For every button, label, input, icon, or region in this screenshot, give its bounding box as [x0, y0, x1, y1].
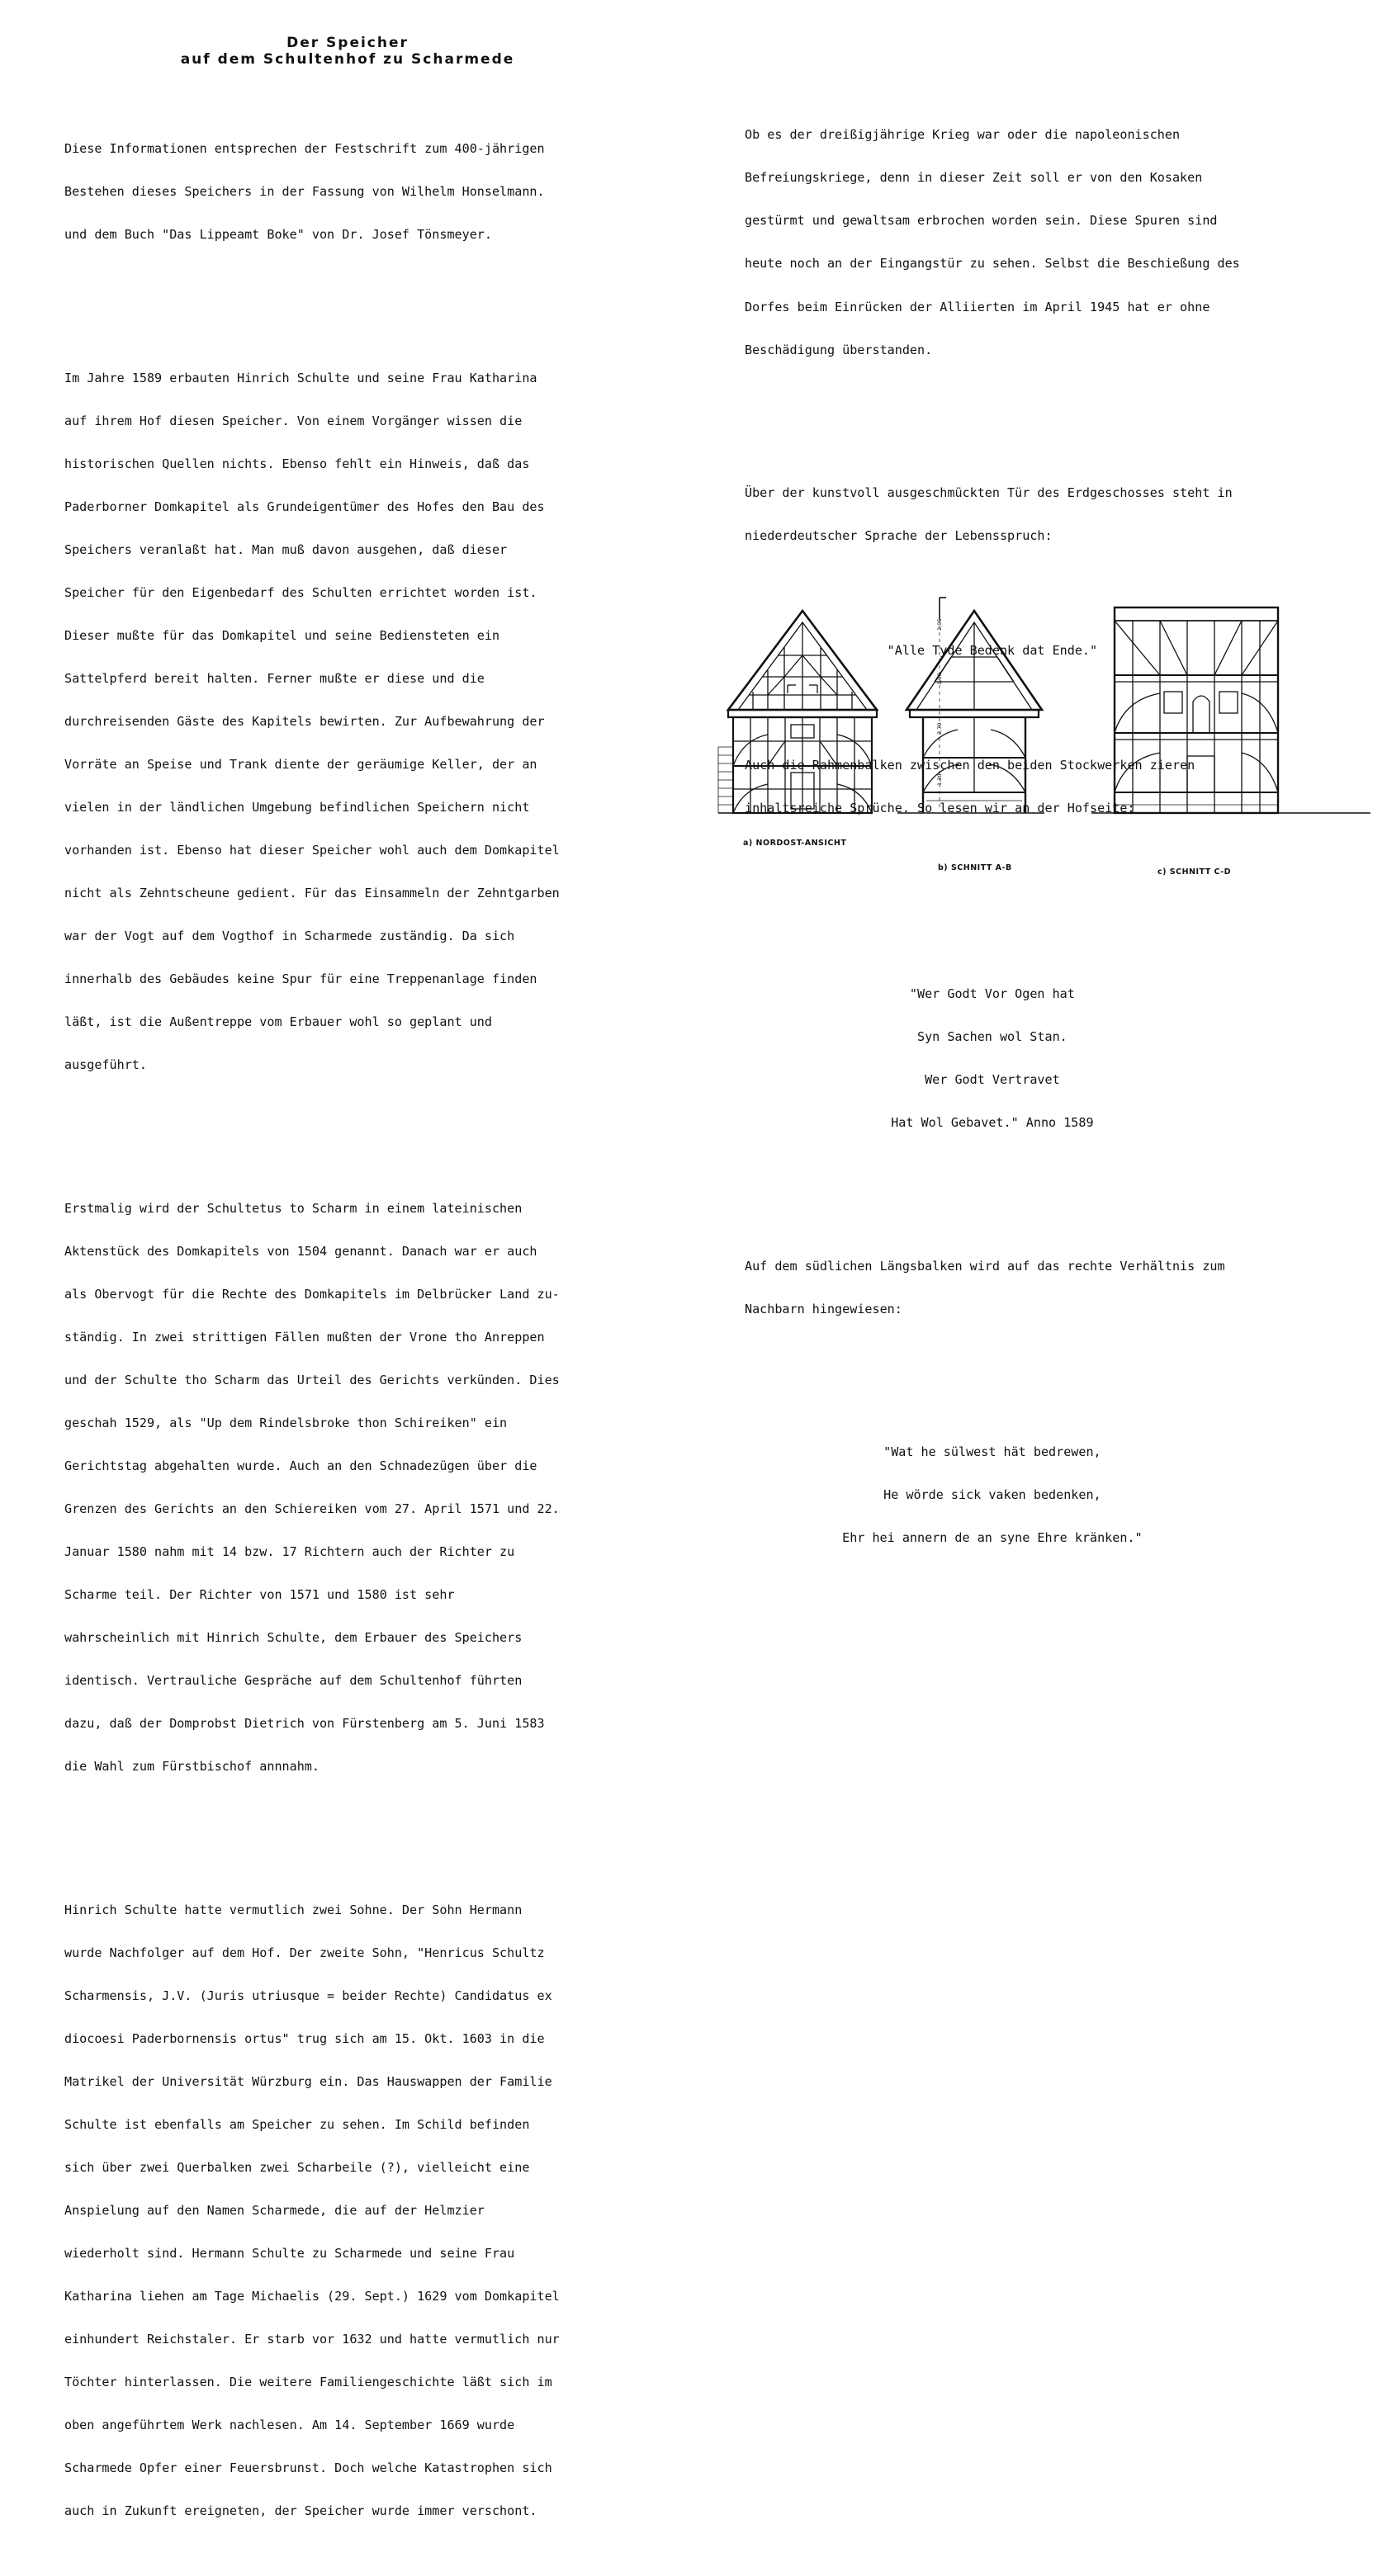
text-line: auf ihrem Hof diesen Speicher. Von einem Vorgänger wissen die	[64, 413, 523, 428]
text-line: Januar 1580 nahm mit 14 bzw. 17 Richtern auch der Richter zu	[64, 1544, 515, 1560]
text-line: geschah 1529, als "Up dem Rindelsbroke thon Schireiken" ein	[64, 1415, 508, 1430]
text-line: und der Schulte tho Scharm das Urteil des Gerichts verkünden. Dies	[64, 1372, 560, 1387]
text-line: Katharina liehen am Tage Michaelis (29. Sept.) 1629 vom Domkapitel	[64, 2288, 560, 2304]
text-line: identisch. Vertrauliche Gespräche auf dem Schultenhof führten	[64, 1673, 523, 1689]
text-line: Anspielung auf den Namen Scharmede, die auf der Helmzier	[64, 2202, 485, 2218]
life-motto: "Alle Tyde Bedenk dat Ende."	[887, 642, 1098, 658]
left-page	[0, 0, 694, 2519]
text-line: Diese Informationen entsprechen der Festschrift zum 400-jährigen	[64, 141, 545, 157]
text-line: Paderborner Domkapitel als Grundeigentümer des Hofes den Bau des	[64, 499, 545, 514]
text-line: Dorfes beim Einrücken der Alliierten im April 1945 hat er ohne	[745, 299, 1210, 314]
text-line: die Wahl zum Fürstbischof annnahm.	[64, 1759, 320, 1775]
text-line: Gerichtstag abgehalten wurde. Auch an den Schnadezügen über die	[64, 1458, 537, 1473]
text-line: nicht als Zehntscheune gedient. Für das Einsammeln der Zehntgarben	[64, 886, 560, 901]
dimension-label: 1,20	[936, 773, 943, 786]
text-line: Speichers veranlaßt hat. Man muß davon ausgehen, daß dieser	[64, 542, 508, 557]
text-line: niederdeutscher Sprache der Lebensspruch:	[745, 528, 1053, 543]
text-line: Aktenstück des Domkapitels von 1504 genannt. Danach war er auch	[64, 1243, 537, 1259]
text-line: gestürmt und gewaltsam erbrochen worden sein. Diese Spuren sind	[745, 213, 1218, 229]
section-ab-drawing	[897, 598, 1044, 813]
left-body-text	[64, 85, 560, 2576]
section-cd-drawing	[1091, 607, 1370, 813]
caption-northeast-view: a) NORDOST-ANSICHT	[743, 839, 847, 848]
document-title	[64, 35, 631, 68]
text-line: Erstmalig wird der Schultetus to Scharm in einem lateinischen	[64, 1200, 523, 1216]
text-line: Auf dem südlichen Längsbalken wird auf das rechte Verhältnis zum	[745, 1258, 1225, 1274]
door-paragraph	[745, 457, 1240, 572]
text-line: durchreisenden Gäste des Kapitels bewirten. Zur Aufbewahrung der	[64, 714, 545, 730]
text-line: als Obervogt für die Rechte des Domkapitels im Delbrücker Land zu-	[64, 1286, 560, 1302]
northeast-elevation-drawing	[718, 611, 877, 813]
text-line: Nachbarn hingewiesen:	[745, 1301, 902, 1316]
text-line: sich über zwei Querbalken zwei Scharbeile (?), vielleicht eine	[64, 2159, 530, 2175]
court-paragraph	[64, 1173, 560, 1803]
title-line-1: Der Speicher	[286, 35, 409, 51]
text-line: Scharme teil. Der Richter von 1571 und 1580 ist sehr	[64, 1587, 455, 1603]
text-line: Bestehen dieses Speichers in der Fassung von Wilhelm Honselmann.	[64, 184, 545, 200]
courtyard-verse	[745, 958, 1240, 1159]
text-line: ausgeführt.	[64, 1057, 147, 1073]
text-line: läßt, ist die Außentreppe vom Erbauer wohl so geplant und	[64, 1014, 492, 1030]
text-line: vielen in der ländlichen Umgebung befindlichen Speichern nicht	[64, 800, 530, 815]
intro-paragraph	[64, 114, 560, 272]
text-line: Schulte ist ebenfalls am Speicher zu sehen. Im Schild befinden	[64, 2116, 530, 2132]
text-line: innerhalb des Gebäudes keine Spur für eine Treppenanlage finden	[64, 971, 537, 987]
text-line: vorhanden ist. Ebenso hat dieser Speicher wohl auch dem Domkapitel	[64, 843, 560, 858]
text-line: Grenzen des Gerichts an den Schiereiken vom 27. April 1571 und 22.	[64, 1501, 560, 1517]
text-line: Töchter hinterlassen. Die weitere Familiengeschichte läßt sich im	[64, 2375, 552, 2389]
verse-line: "Wat he sülwest hät bedrewen,	[883, 1444, 1101, 1459]
text-line: historischen Quellen nichts. Ebenso fehlt ein Hinweis, daß das	[64, 456, 530, 471]
history-paragraph	[64, 343, 560, 1101]
text-line: auch in Zukunft ereigneten, der Speicher wurde immer verschont.	[64, 2503, 537, 2519]
dimension-label: 1,90	[936, 673, 943, 685]
south-beam-paragraph	[745, 1231, 1240, 1345]
text-line: Dieser mußte für das Domkapitel und seine Bediensteten ein	[64, 628, 500, 644]
text-line: dazu, daß der Domprobst Dietrich von Fürstenberg am 5. Juni 1583	[64, 1716, 545, 1732]
text-line: Scharmede Opfer einer Feuersbrunst. Doch welche Katastrophen sich	[64, 2460, 552, 2476]
text-line: Speicher für den Eigenbedarf des Schulten errichtet worden ist.	[64, 585, 537, 601]
caption-section-ab: b) SCHNITT A-B	[938, 863, 1012, 872]
verse-line: Ehr hei annern de an syne Ehre kränken."	[842, 1530, 1143, 1546]
text-line: einhundert Reichstaler. Er starb vor 1632 und hatte vermutlich nur	[64, 2331, 560, 2347]
architectural-drawings	[718, 594, 1370, 883]
dimension-label: 2,70	[936, 722, 943, 735]
text-line: ständig. In zwei strittigen Fällen mußten der Vrone tho Anreppen	[64, 1329, 545, 1345]
text-line: Sattelpferd bereit halten. Ferner mußte er diese und die	[64, 671, 485, 687]
text-line: wurde Nachfolger auf dem Hof. Der zweite Sohn, "Henricus Schultz	[64, 1945, 545, 1960]
family-paragraph	[64, 1874, 560, 2547]
text-line: Über der kunstvoll ausgeschmückten Tür des Erdgeschosses steht in	[745, 484, 1233, 500]
text-line: Matrikel der Universität Würzburg ein. Das Hauswappen der Familie	[64, 2073, 552, 2089]
dimension-label: 2,95	[936, 618, 943, 631]
verse-line: Syn Sachen wol Stan.	[917, 1029, 1067, 1045]
text-line: Scharmensis, J.V. (Juris utriusque = beider Rechte) Candidatus ex	[64, 1988, 552, 2003]
verse-line: "Wer Godt Vor Ogen hat	[909, 986, 1075, 1001]
text-line: wiederholt sind. Hermann Schulte zu Scharmede und seine Frau	[64, 2245, 515, 2261]
text-line: war der Vogt auf dem Vogthof in Scharmede zuständig. Da sich	[64, 929, 515, 944]
text-line: wahrscheinlich mit Hinrich Schulte, dem Erbauer des Speichers	[64, 1630, 523, 1646]
text-line: Beschädigung überstanden.	[745, 342, 933, 357]
text-line: und dem Buch "Das Lippeamt Boke" von Dr. Josef Tönsmeyer.	[64, 227, 492, 243]
verse-line: He wörde sick vaken bedenken,	[883, 1487, 1101, 1503]
verse-line: Wer Godt Vertravet	[925, 1072, 1060, 1088]
title-line-2: auf dem Schultenhof zu Scharmede	[180, 51, 515, 68]
right-page	[694, 0, 1387, 1546]
war-paragraph	[745, 100, 1240, 386]
text-line: Vorräte an Speise und Trank diente der geräumige Keller, der an	[64, 757, 537, 773]
text-line: Hinrich Schulte hatte vermutlich zwei Sohne. Der Sohn Hermann	[64, 1902, 523, 1917]
text-line: oben angeführtem Werk nachlesen. Am 14. September 1669 wurde	[64, 2418, 515, 2433]
text-line: Ob es der dreißigjährige Krieg war oder die napoleonischen	[745, 127, 1181, 143]
text-line: diocoesi Paderbornensis ortus" trug sich am 15. Okt. 1603 in die	[64, 2030, 545, 2046]
neighbor-verse	[745, 1416, 1240, 1574]
text-line: Im Jahre 1589 erbauten Hinrich Schulte und seine Frau Katharina	[64, 370, 537, 385]
text-line: inhaltsreiche Sprüche. So lesen wir an der Hofseite:	[745, 800, 1135, 815]
text-line: Auch die Rahmenbalken zwischen den beiden Stockwerken zieren	[745, 757, 1195, 773]
text-line: heute noch an der Eingangstür zu sehen. Selbst die Beschießung des	[745, 256, 1240, 272]
verse-line: Hat Wol Gebavet." Anno 1589	[891, 1115, 1094, 1131]
text-line: Befreiungskriege, denn in dieser Zeit soll er von den Kosaken	[745, 170, 1203, 186]
caption-section-cd: c) SCHNITT C-D	[1157, 867, 1232, 877]
